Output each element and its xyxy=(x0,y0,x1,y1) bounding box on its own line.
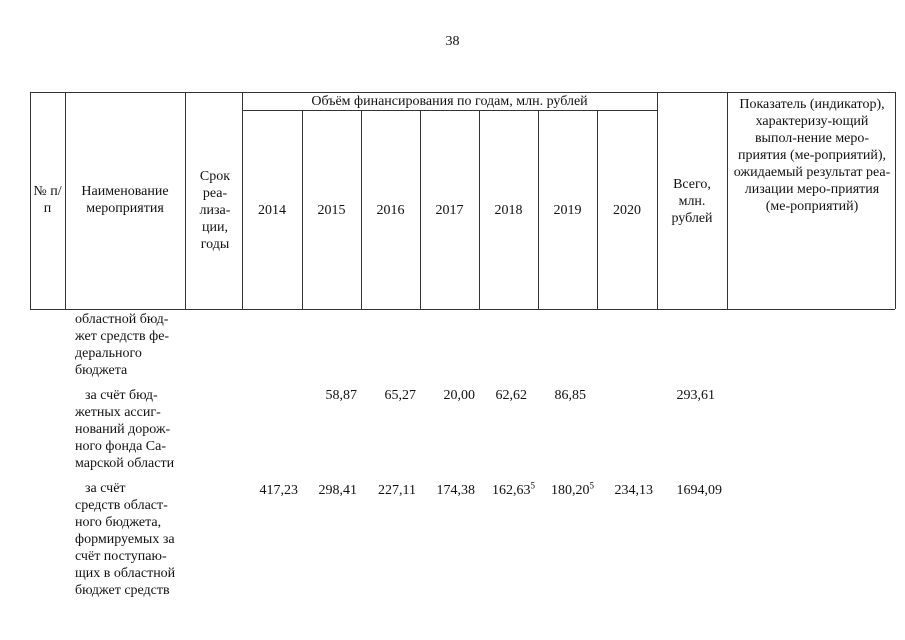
row-3-value-2014: 417,23 xyxy=(259,483,298,498)
header-name-label: Наименование мероприятия xyxy=(81,184,169,216)
year-group-divider xyxy=(242,110,657,111)
row-3-name-line: щих в областной xyxy=(75,566,176,581)
header-year: 2020 xyxy=(613,203,641,218)
header-no-label: № п/п xyxy=(33,184,62,216)
header-year: 2014 xyxy=(258,203,286,218)
header-name xyxy=(68,183,182,217)
row-3-total: 1694,09 xyxy=(676,483,722,498)
col-border xyxy=(242,92,243,309)
row-2-name-line: за счёт бюд- xyxy=(85,388,158,403)
page-number: 38 xyxy=(445,34,460,49)
header-no xyxy=(30,183,65,217)
header-year: 2019 xyxy=(553,203,582,218)
header-financing-group xyxy=(242,93,657,110)
row-2-name-line: жетных ассиг- xyxy=(75,405,161,420)
row-2-value-2018: 62,62 xyxy=(495,388,527,403)
row-3-value-2019-number: 180,20 xyxy=(551,483,590,498)
col-border xyxy=(727,92,728,309)
row-3-value-2016: 227,11 xyxy=(378,483,416,498)
row-2-name xyxy=(75,387,187,472)
row-2-value-2016: 65,27 xyxy=(384,388,416,403)
row-3-value-2015: 298,41 xyxy=(318,483,357,498)
footnote-marker: 5 xyxy=(589,480,594,491)
header-total xyxy=(664,176,720,227)
row-3-name-line: бюджет средств xyxy=(75,583,170,598)
row-3-name-line: за счёт xyxy=(85,481,126,496)
row-2-value-2017: 20,00 xyxy=(443,388,475,403)
footnote-marker: 5 xyxy=(530,480,535,491)
row-3-value-2020: 234,13 xyxy=(614,483,653,498)
col-border xyxy=(65,92,66,309)
row-1-name xyxy=(75,311,187,379)
row-1-name-line: дерального xyxy=(75,346,142,361)
row-2-total: 293,61 xyxy=(676,388,715,403)
row-3-name-line: ного бюджета, xyxy=(75,515,162,530)
header-indicator xyxy=(733,96,891,215)
row-3-name xyxy=(75,480,187,599)
row-2-value-2019: 86,85 xyxy=(554,388,586,403)
row-1-name-line: областной бюд- xyxy=(75,312,169,327)
col-border xyxy=(895,92,896,309)
row-3-name-line: формируемых за xyxy=(75,532,175,547)
row-2-name-line: нований дорож- xyxy=(75,422,171,437)
header-term-label: Срок реа-лиза-ции, годы xyxy=(199,169,231,252)
header-term xyxy=(193,168,237,253)
header-year: 2016 xyxy=(376,203,405,218)
header-financing-label: Объём финансирования по годам, млн. рублей xyxy=(311,94,588,109)
header-year: 2017 xyxy=(435,203,464,218)
row-3-value-2019 xyxy=(538,482,594,499)
row-2-value-2015: 58,87 xyxy=(325,388,357,403)
col-border xyxy=(185,92,186,309)
row-2-name-line: марской области xyxy=(75,456,175,471)
header-year: 2018 xyxy=(494,203,523,218)
row-3-name-line: средств област- xyxy=(75,498,168,513)
header-bottom-border xyxy=(30,309,895,310)
row-1-name-line: жет средств фе- xyxy=(75,329,170,344)
header-year: 2015 xyxy=(317,203,346,218)
row-3-value-2018 xyxy=(479,482,535,499)
row-1-name-line: бюджета xyxy=(75,363,128,378)
header-total-label: Всего, млн. рублей xyxy=(671,177,713,226)
row-2-name-line: ного фонда Са- xyxy=(75,439,166,454)
col-border xyxy=(657,92,658,309)
row-3-value-2018-number: 162,63 xyxy=(492,483,531,498)
row-3-value-2017: 174,38 xyxy=(436,483,475,498)
row-3-name-line: счёт поступаю- xyxy=(75,549,167,564)
header-indicator-label: Показатель (индикатор), характеризу-ющий выпол-нение меро-приятия (ме-роприятий), ожидаемый результат реа-лизации меро-приятия (ме-роприятий) xyxy=(733,97,891,214)
